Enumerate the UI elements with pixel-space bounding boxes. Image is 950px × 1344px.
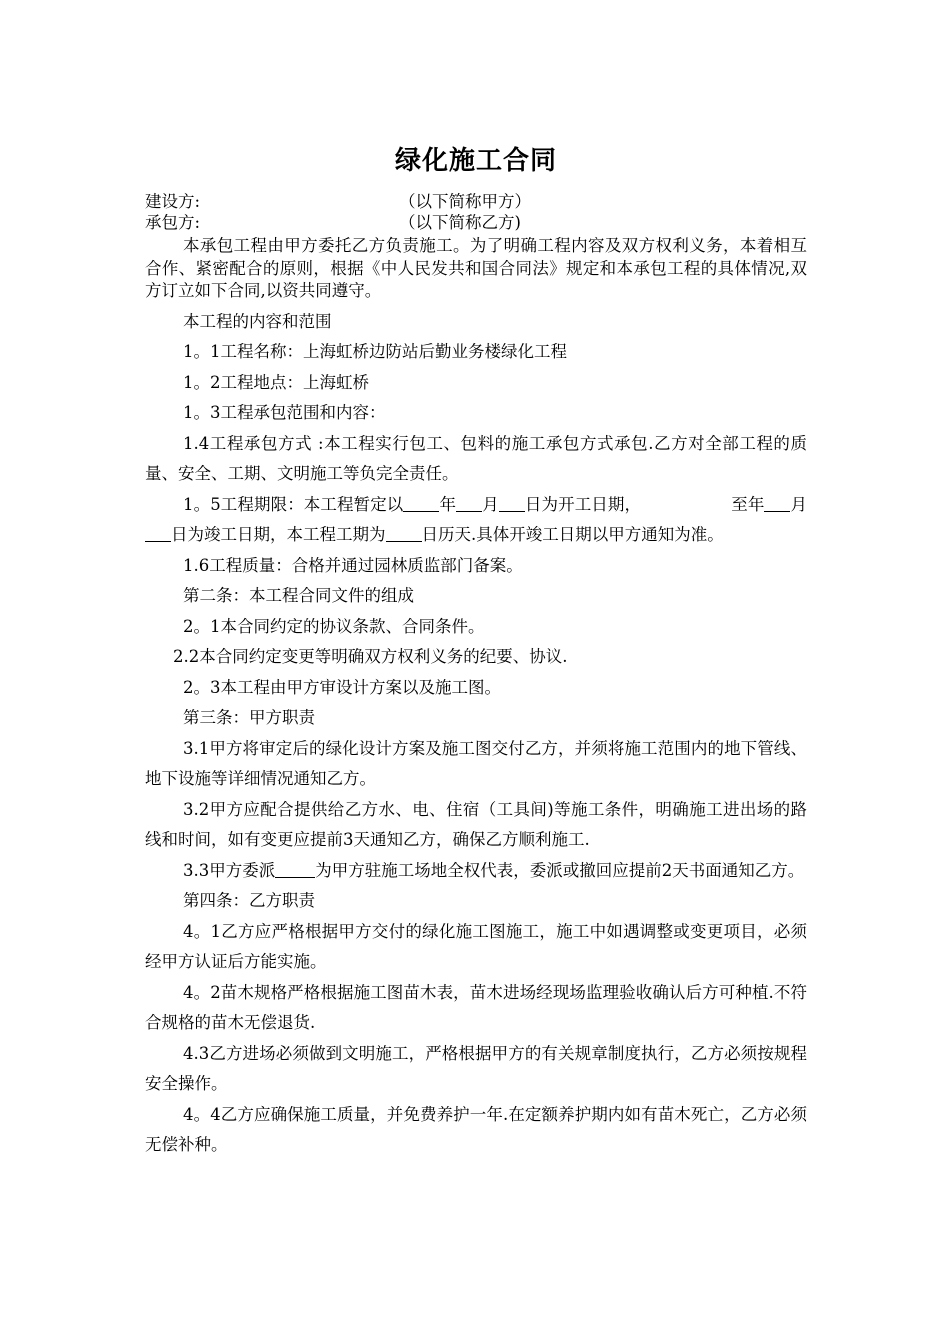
section2-heading: 第二条：本工程合同文件的组成	[183, 586, 414, 605]
document-title: 绿化施工合同	[394, 146, 557, 176]
blank-end-day	[145, 525, 171, 543]
clause-1-5-text-f: 年	[747, 494, 765, 514]
clause-1-5-text-d: 日为开工日期，	[524, 494, 642, 514]
clause-1-5-text-a: 1。5工程期限：本工程暂定以	[183, 494, 404, 514]
party-b-note: （以下简称乙方)	[399, 213, 521, 232]
clause-1-4: 1.4工程承包方式 :本工程实行包工、包料的施工承包方式承包.乙方对全部工程的质量、安全、工期、文明施工等负完全责任。	[145, 433, 807, 483]
section3-heading: 第三条：甲方职责	[183, 708, 315, 727]
clause-2-2: 2.2本合同约定变更等明确双方权利义务的纪要、协议.	[173, 647, 568, 666]
clause-3-3	[145, 856, 807, 887]
intro-paragraph: 本承包工程由甲方委托乙方负责施工。为了明确工程内容及双方权利义务，本着相互合作、紧密配合的原则，根据《中人民发共和国合同法》规定和本承包工程的具体情况,双方订立如下合同,以资共同遵守。	[145, 236, 807, 300]
section4-heading: 第四条：乙方职责	[183, 891, 315, 910]
clause-3-3-text-a: 3.3甲方委派	[183, 860, 276, 880]
clause-1-6: 1.6工程质量：合格并通过园林质监部门备案。	[183, 555, 523, 575]
section1-heading: 本工程的内容和范围	[183, 311, 332, 331]
clause-1-1: 1。1工程名称：上海虹桥边防站后勤业务楼绿化工程	[183, 342, 567, 361]
clause-1-5-text-c: 月	[482, 494, 499, 514]
clause-4-4: 4。4乙方应确保施工质量，并免费养护一年.在定额养护期内如有苗木死亡，乙方必须无偿补种。	[145, 1104, 807, 1154]
clause-3-2: 3.2甲方应配合提供给乙方水、电、住宿（工具间)等施工条件，明确施工进出场的路线和时间，如有变更应提前3天通知乙方，确保乙方顺利施工.	[145, 799, 807, 849]
clause-2-3: 2。3本工程由甲方审设计方案以及施工图。	[183, 677, 501, 697]
blank-representative	[275, 860, 315, 878]
clause-1-3: 1。3工程承包范围和内容：	[183, 403, 386, 422]
party-a-line	[145, 191, 807, 212]
party-a-label: 建设方:	[145, 192, 201, 211]
blank-start-month	[456, 494, 482, 512]
party-b-line	[145, 212, 807, 233]
clause-1-5-text-h: 日为竣工日期，本工程工期为	[171, 525, 386, 544]
clause-3-1: 3.1甲方将审定后的绿化设计方案及施工图交付乙方，并须将施工范围内的地下管线、地下设施等详细情况通知乙方。	[145, 738, 807, 788]
clause-1-5-text-g: 月	[790, 494, 808, 514]
clause-4-3: 4.3乙方进场必须做到文明施工，严格根据甲方的有关规章制度执行，乙方必须按规程安全操作。	[145, 1043, 807, 1093]
clause-4-1: 4。1乙方应严格根据甲方交付的绿化施工图施工，施工中如遇调整或变更项目，必须经甲方认证后方能实施。	[145, 921, 807, 971]
blank-start-day	[499, 494, 525, 512]
clause-1-5-text-b: 年	[439, 494, 457, 514]
clause-4-2: 4。2苗木规格严格根据施工图苗木表，苗木进场经现场监理验收确认后方可种植.不符合规格的苗木无偿退货.	[145, 982, 807, 1032]
party-a-note: （以下简称甲方）	[399, 192, 531, 211]
clause-1-5-text-e: 至	[731, 494, 748, 514]
clause-1-5	[145, 490, 807, 551]
clause-1-2: 1。2工程地点：上海虹桥	[183, 372, 369, 392]
blank-duration	[386, 525, 422, 543]
party-b-label: 承包方:	[145, 213, 201, 232]
blank-end-month-prefix	[764, 494, 790, 512]
clause-1-5-text-i: 日历天.具体开竣工日期以甲方通知为准。	[421, 525, 724, 544]
blank-start-year	[403, 494, 439, 512]
contract-page	[145, 140, 807, 1161]
clause-2-1: 2。1本合同约定的协议条款、合同条件。	[183, 616, 485, 636]
clause-3-3-text-b: 为甲方驻施工场地全权代表，委派或撤回应提前2天书面通知乙方。	[315, 860, 805, 880]
